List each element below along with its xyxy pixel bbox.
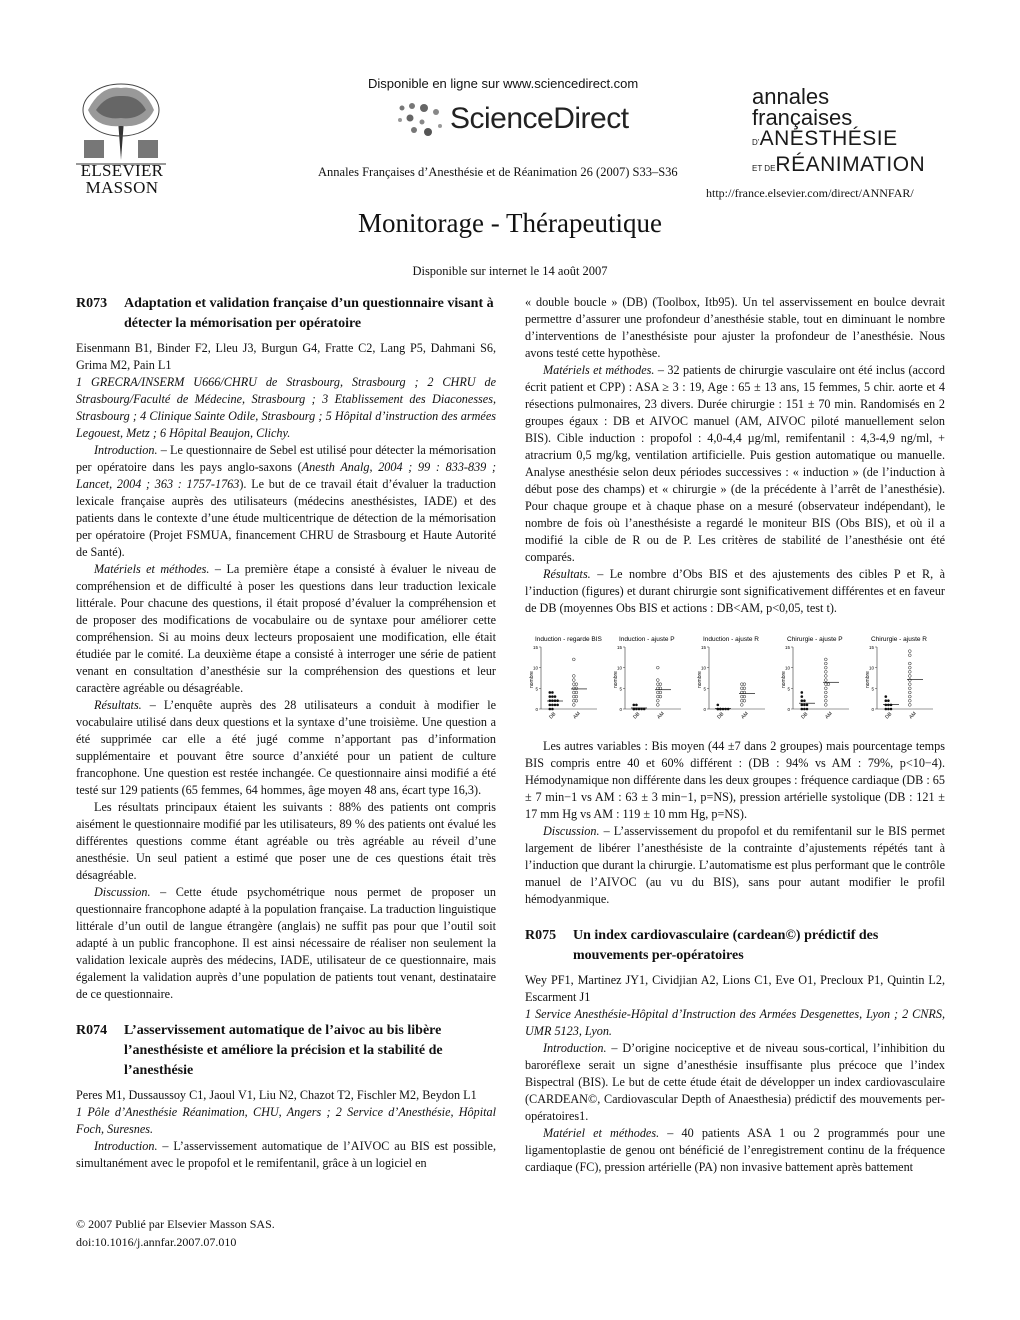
footer	[76, 1215, 275, 1251]
y-tick-label: 10	[532, 665, 538, 671]
data-point	[908, 683, 911, 686]
data-point	[727, 708, 730, 711]
elsevier-masson-logo	[76, 162, 168, 196]
y-axis-label: nombre	[529, 671, 535, 688]
data-point	[551, 708, 554, 711]
y-tick-label: 0	[787, 707, 790, 712]
right-column	[525, 294, 945, 1176]
data-point	[572, 679, 575, 682]
data-point	[556, 704, 559, 707]
data-point	[824, 703, 827, 706]
sciencedirect-dots-icon	[392, 100, 450, 140]
data-point	[806, 708, 809, 711]
data-point	[887, 704, 890, 707]
abstract-number: R075	[525, 928, 557, 943]
y-axis-label: nombre	[697, 671, 703, 688]
data-point	[908, 691, 911, 694]
data-point	[908, 687, 911, 690]
y-tick-label: 15	[532, 645, 538, 650]
data-point	[887, 708, 890, 711]
y-axis-label: nombre	[781, 671, 787, 688]
methods-paragraph: Matériels et méthodes. – 32 patients de chirurgie vasculaire ont été inclus (accord écrit patient et CPP) : ASA ≥ 3 : 19, Age : 65 ± 13 ans, 15 femmes, 5 chir. aorte et 4 résections pulmonaires, 23 divers. Durée chirurgie : 151 ± 70 min. Randomisés en 2 groupes égaux : DB et AIVOC manuel (AM, AIVOC piloté manuellement selon BIS). Cible induction : propofol : 4,0-4,4 µg/ml, remifentanil : 4,3-4,9 ng/ml, + atracrium 0,5 mg/kg, ventilation artificielle. Puis gestion automatique ou manuelle. Analyse anesthésie selon deux périodes successives : « induction » (de l’induction à début pose des champs) et « chirurgie » (de la précédente à l’arrêt de l’anesthésie). Pour chaque groupe et à chaque phase on a mesuré (observateur indépendant), le nombre de fois où l’anesthésiste a regardé le moniteur BIS (Obs BIS), et où il a modifié la cible de R ou de P. Les critères de stabilité de l’anesthésie ont été comparés.	[525, 363, 945, 564]
y-tick-label: 5	[703, 686, 706, 692]
data-point	[890, 704, 893, 707]
elsevier-tree-logo-icon	[76, 80, 166, 165]
abstract-number: R074	[76, 1023, 108, 1038]
copyright: © 2007 Publié par Elsevier Masson SAS.	[76, 1217, 275, 1231]
data-point	[554, 704, 557, 707]
y-tick-label: 15	[868, 645, 874, 650]
data-point	[824, 699, 827, 702]
data-point	[890, 708, 893, 711]
y-axis-label: nombre	[865, 671, 871, 688]
data-point	[722, 708, 725, 711]
x-tick-label: DB	[632, 711, 642, 721]
y-tick-label: 5	[787, 686, 790, 692]
affiliations: 1 Service Anesthésie-Hôpital d’Instruction des Armées Desgenettes, Lyon ; 2 CNRS, UMR 5123, Lyon.	[525, 1007, 945, 1038]
chart-title: Induction - ajuste P	[619, 636, 675, 643]
data-point	[885, 699, 888, 702]
data-point	[824, 670, 827, 673]
data-point	[803, 708, 806, 711]
x-tick-label: AM	[908, 710, 918, 721]
data-point	[656, 699, 659, 702]
y-tick-label: 0	[703, 707, 706, 712]
sciencedirect-wordmark: ScienceDirect	[450, 102, 629, 135]
intro-paragraph: Introduction. – L’asservissement automatique de l’AIVOC au BIS est possible, simultanément avec le propofol et le remifentanil, grâce à un logiciel en	[76, 1139, 496, 1170]
journal-reference: Annales Françaises d’Anesthésie et de Réanimation 26 (2007) S33–S36	[318, 165, 678, 179]
chart-title: Chirurgie - ajuste P	[787, 636, 843, 643]
data-point	[801, 691, 804, 694]
discussion-paragraph: Discussion. – L’asservissement du propofol et du remifentanil sur le BIS permet largement de libérer l’anesthésiste de la contrainte d’ajustements répétés tant à l’induction que durant la chirurgie. L’automatisme est plus performant que le contrôle manuel de l’AIVOC (au vu du BIS), sans pour autant modifier le profil hémodyanmique.	[525, 824, 945, 906]
y-tick-label: 10	[700, 665, 706, 671]
abstract-heading-r074	[76, 1021, 496, 1081]
results-figure	[525, 631, 945, 732]
data-point	[908, 670, 911, 673]
discussion-paragraph: Discussion. – Cette étude psychométrique nous permet de proposer un questionnaire francophone adapté à la population française. La traduction linguistique littérale d’un outil de langue étrangère (anglais) ne suffit pas pour que l’outil soit adapté à un public francophone. Il est ainsi nécessaire de réaliser non seulement la validation lexicale auprès des médecins, IADE, utilisateur de ce questionnaire, mais également la validation auprès d’une population de patients tout venant, destinataire de ce questionnaire.	[76, 885, 496, 1001]
available-online-text: Disponible en ligne sur www.sciencedirect.com	[368, 76, 639, 91]
data-point	[551, 704, 554, 707]
journal-logo-prefix-d: D’	[752, 138, 760, 147]
x-tick-label: AM	[740, 710, 750, 721]
x-tick-label: AM	[824, 710, 834, 721]
journal-url[interactable]: http://france.elsevier.com/direct/ANNFAR/	[706, 186, 914, 200]
intro-continued-paragraph: « double boucle » (DB) (Toolbox, Itb95). Un tel asservissement en boulce devrait permettre d’assurer une profondeur d’anesthésie stable, tout en diminuant le nombre d’interventions de l’anesthésiste pour ajuster la profondeur de l’anesthésie. Nous avons testé cette hypothèse.	[525, 295, 945, 360]
data-point	[633, 704, 636, 707]
chart-title: Chirurgie - ajuste R	[871, 636, 927, 643]
data-point	[908, 666, 911, 669]
data-point	[549, 695, 552, 698]
data-point	[824, 695, 827, 698]
abstract-heading-r075	[525, 926, 945, 966]
data-point	[719, 708, 722, 711]
data-point	[801, 695, 804, 698]
data-point	[549, 691, 552, 694]
sciencedirect-logo	[392, 100, 632, 140]
masson-wordmark: MASSON	[85, 178, 159, 197]
x-tick-label: DB	[884, 711, 894, 721]
data-point	[908, 662, 911, 665]
intro-paragraph: Introduction. – D’origine nociceptive et de niveau sous-cortical, l’inhibition du baroréflexe serait un signe d’anesthésie insuffisante plus précoce que l’index Bispectral (BIS). Le but de cette étude était de développer un index cardiovasculaire (CARDEAN©, Cardiovascular Depth of Anaesthesia) prédictif des mouvements per-opératoires1.	[525, 1041, 945, 1123]
data-point	[908, 675, 911, 678]
data-point	[717, 708, 720, 711]
online-date: Disponible sur internet le 14 août 2007	[412, 264, 608, 278]
y-tick-label: 0	[619, 707, 622, 712]
x-tick-label: AM	[656, 710, 666, 721]
data-point	[801, 708, 804, 711]
data-point	[885, 704, 888, 707]
abstract-title: Un index cardiovasculaire (cardean©) prédictif des mouvements per-opératoires	[573, 928, 879, 963]
data-point	[740, 703, 743, 706]
y-tick-label: 15	[700, 645, 706, 650]
data-point	[908, 695, 911, 698]
left-column	[76, 294, 496, 1172]
data-point	[724, 708, 727, 711]
section-title: Monitorage - Thérapeutique	[358, 208, 662, 238]
data-point	[824, 662, 827, 665]
data-point	[656, 703, 659, 706]
author-list: Wey PF1, Martinez JY1, Cividjian A2, Lions C1, Eve O1, Precloux P1, Quintin L2, Escarment J1	[525, 973, 945, 1004]
affiliations: 1 GRECRA/INSERM U666/CHRU de Strasbourg, Strasbourg ; 2 CHRU de Strasbourg/Faculté de Médecine, Strasbourg ; 3 Etablissement des Diaconesses, Strasbourg ; 4 Clinique Sainte Odile, Strasbourg ; 5 Hôpital d’instruction des armées Legouest, Metz ; 6 Hôpital Beaujon, Clichy.	[76, 375, 496, 440]
data-point	[656, 666, 659, 669]
data-point	[887, 699, 890, 702]
data-point	[908, 654, 911, 657]
methods-paragraph: Matériels et méthodes. – La première étape a consisté à évaluer le niveau de compréhension et de difficulté à poser les questions dans leur traduction lexicale littérale. Pour chacune des questions, il était proposé d’évaluer la compréhension et de proposer des modifications de vocabulaire ou de syntaxe pour améliorer cette compréhension. Si au moins deux lecteurs proposaient une modification, elle était étudiée par le comité. La deuxième étape a consisté à interroger une série de patient venant en consultation d’anesthésie sur la compréhension des questions et leur caractère agréable ou désagréable.	[76, 562, 496, 695]
data-point	[803, 704, 806, 707]
abstract-title: Adaptation et validation française d’un questionnaire visant à détecter la mémorisation per opératoire	[124, 296, 494, 331]
y-tick-label: 0	[535, 707, 538, 712]
data-point	[824, 679, 827, 682]
y-tick-label: 15	[616, 645, 622, 650]
y-tick-label: 10	[616, 665, 622, 671]
data-point	[803, 699, 806, 702]
y-tick-label: 5	[535, 686, 538, 692]
x-tick-label: AM	[572, 710, 582, 721]
chart-title: Induction - regarde BIS	[535, 636, 602, 643]
data-point	[635, 704, 638, 707]
data-point	[572, 658, 575, 661]
author-list: Eisenmann B1, Binder F2, Lleu J3, Burgun G4, Fratte C2, Lang P5, Dahmani S6, Grima M2, Pain L1	[76, 341, 496, 372]
journal-logo-line2: françaises	[752, 105, 853, 130]
y-axis-label: nombre	[613, 671, 619, 688]
journal-logo-line4: RÉANIMATION	[775, 153, 926, 176]
data-point	[824, 687, 827, 690]
data-point	[908, 699, 911, 702]
x-tick-label: DB	[716, 711, 726, 721]
data-point	[908, 703, 911, 706]
doi[interactable]: doi:10.1016/j.annfar.2007.07.010	[76, 1235, 237, 1249]
elsevier-wordmark: ELSEVIER	[80, 161, 164, 180]
data-point	[824, 675, 827, 678]
journal-logo-line1: annales	[752, 84, 830, 109]
y-tick-label: 5	[871, 686, 874, 692]
x-tick-label: DB	[548, 711, 558, 721]
journal-logo-line3: ANESTHÉSIE	[759, 127, 898, 150]
affiliations: 1 Pôle d’Anesthésie Réanimation, CHU, Angers ; 2 Service d’Anesthésie, Hôpital Foch, Suresnes.	[76, 1105, 496, 1136]
y-tick-label: 10	[868, 665, 874, 671]
data-point	[549, 704, 552, 707]
data-point	[824, 658, 827, 661]
journal-logo	[752, 86, 952, 180]
author-list: Peres M1, Dussaussoy C1, Jaoul V1, Liu N2, Chazot T2, Fischler M2, Beydon L1	[76, 1088, 477, 1102]
methods-paragraph: Matériel et méthodes. – 40 patients ASA 1 ou 2 programmés pour une ligamentoplastie de genou ont bénéficié de l’enregistrement continu de la fréquence cardiaque (FC), pression artérielle (PA) non invasive battement après battement	[525, 1126, 945, 1174]
y-tick-label: 15	[784, 645, 790, 650]
data-point	[806, 704, 809, 707]
y-tick-label: 10	[784, 665, 790, 671]
data-point	[824, 691, 827, 694]
data-point	[549, 708, 552, 711]
data-point	[656, 679, 659, 682]
data-point	[717, 704, 720, 707]
data-point	[801, 699, 804, 702]
y-tick-label: 0	[871, 707, 874, 712]
data-point	[554, 695, 557, 698]
intro-paragraph: Introduction. – Le questionnaire de Sebel est utilisé pour détecter la mémorisation per opératoire dans les pays anglo-saxons (Anesth Analg, 2004 ; 99 : 833-839 ; Lancet, 2004 ; 363 : 1757-1763). Le but de ce travail était d’évaluer la traduction lexicale française auprès des utilisateurs (médecins anesthésistes, IADE) et des patients dans le contexte d’une étude multicentrique de détection de la mémorisation per opératoire (Projet FSMUA, financement CHRU de Strasbourg et Haute Autorité de Santé).	[76, 443, 497, 559]
abstract-number: R073	[76, 296, 108, 311]
data-point	[824, 666, 827, 669]
data-point	[885, 695, 888, 698]
data-point	[551, 691, 554, 694]
y-tick-label: 5	[619, 686, 622, 692]
abstract-title: L’asservissement automatique de l’aivoc au bis libère l’anesthésiste et améliore la précision et la stabilité de l’anesthésie	[124, 1023, 443, 1078]
data-point	[572, 675, 575, 678]
results-paragraph-2: Les résultats principaux étaient les suivants : 88% des patients ont compris aisément le questionnaire modifié par les utilisateurs, 89 % des patients ont évalué les différentes questions comme étant agréable ou très agréable au réveil d’une anesthésie. Un seul patient a estimé que poser une de ces questions était très désagréable.	[76, 800, 496, 882]
chart-title: Induction - ajuste R	[703, 636, 760, 643]
data-point	[908, 650, 911, 653]
scatter-charts	[525, 631, 945, 727]
data-point	[551, 695, 554, 698]
journal-logo-prefix-etde: ET DE	[752, 164, 776, 173]
results-paragraph: Résultats. – Le nombre d’Obs BIS et des ajustements des cibles P et R, à l’induction (figures) et durant chirurgie sont significativement différentes et en faveur de DB (moyennes Obs BIS et actions : DB<AM, p<0,05, test t).	[525, 567, 945, 615]
x-tick-label: DB	[800, 711, 810, 721]
abstract-heading-r073	[76, 294, 496, 334]
results-paragraph-2: Les autres variables : Bis moyen (44 ±7 dans 2 groupes) mais pourcentage temps BIS compris entre 40 et 60% différent : (DB : 94% vs AM : 79%, p<10−4). Hémodynamique non différente dans les deux groupes : fréquence cardiaque (DB : 65 ± 7 min−1 vs AM : 63 ± 3 min−1, p=NS), pression artérielle systolique (DB : 121 ± 17 mm Hg vs AM : 119 ± 10 mm Hg, p=NS).	[525, 739, 945, 821]
data-point	[801, 704, 804, 707]
data-point	[885, 708, 888, 711]
data-point	[572, 703, 575, 706]
results-paragraph: Résultats. – L’enquête auprès des 28 utilisateurs a conduit à modifier le vocabulaire utilisé dans deux questions et la syntaxe d’une troisième. Une question a été supprimée car elle a été jugé comme n’apportant pas d’information supplémentaire et pouvant être source d’anxiété pour un patient de culture francophone. Une question est restée inchangée. Ce questionnaire ainsi modifié a été testé sur 129 patients (65 femmes, 64 hommes, âge moyen 48 ans, écart type 16,3).	[76, 698, 496, 797]
